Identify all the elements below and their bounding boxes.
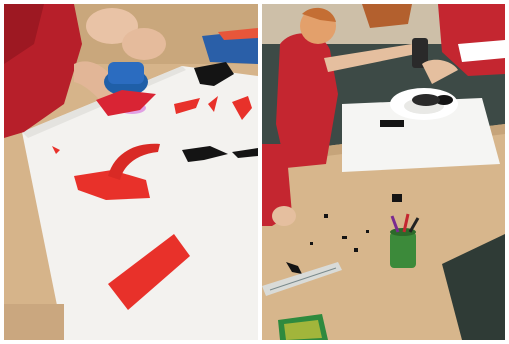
right-photo-image	[262, 4, 505, 340]
left-photo-image	[4, 4, 258, 340]
right-photo	[262, 4, 505, 340]
left-photo	[4, 4, 258, 340]
